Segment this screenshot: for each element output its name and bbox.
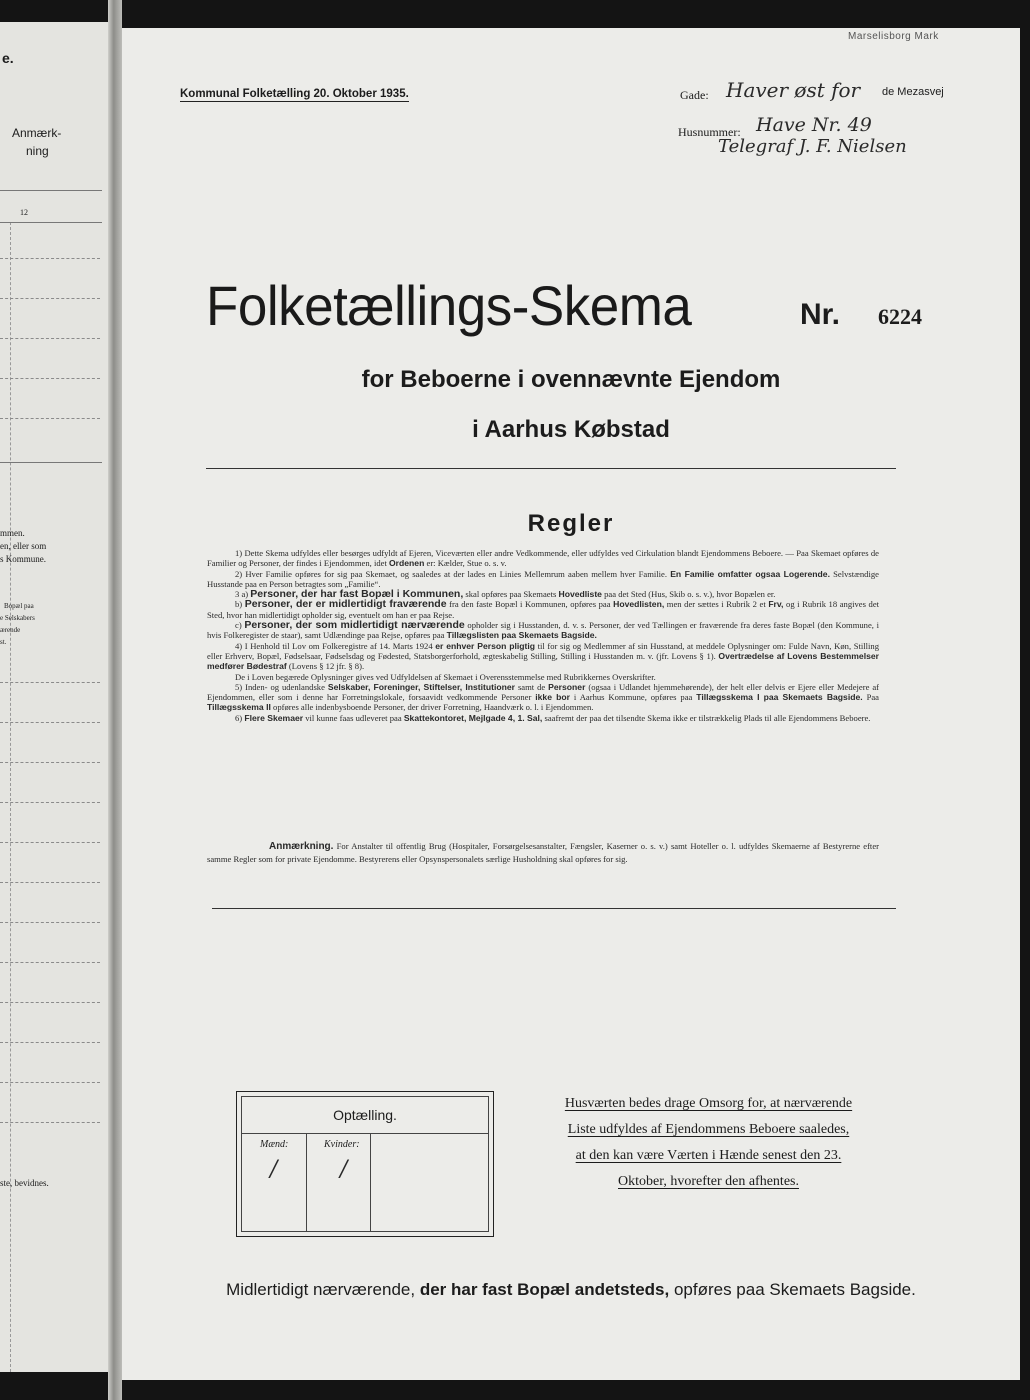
left-page-fragment: st. bbox=[0, 638, 7, 646]
corner-label: Marselisborg Mark bbox=[848, 31, 939, 42]
left-page-column-rule bbox=[10, 222, 11, 1372]
left-page-dashed-line bbox=[0, 922, 100, 923]
count-box-inner bbox=[241, 1096, 489, 1232]
footer-part-bold: der har fast Bopæl andetsteds, bbox=[419, 1280, 670, 1299]
census-form-page bbox=[122, 28, 1020, 1380]
left-page-fragment: en, eller som bbox=[0, 541, 47, 551]
left-page-dashed-line bbox=[0, 298, 100, 299]
count-box-title: Optælling. bbox=[333, 1107, 397, 1123]
women-label: Kvinder: bbox=[324, 1139, 360, 1150]
house-number-handwritten: Have Nr. 49 bbox=[756, 114, 872, 136]
rule-1: 1) Dette Skema udfyldes eller besørges udfyldt af Ejeren, Viceværten eller andre Vedkommende, eller udfyldes ved Cirkulation blandt Ejendommens Beboere. — Paa Skemaet opføres de Familier og Personer, der findes i Ejendommen, idet Ordenen er: Kælder, Stue o. s. v. bbox=[207, 548, 879, 569]
left-page-rule bbox=[0, 222, 102, 223]
left-page-fragment: ning bbox=[26, 144, 49, 158]
left-page-fragment: s Kommune. bbox=[0, 554, 46, 564]
footer-part: opføres paa Skemaets Bagside. bbox=[673, 1280, 916, 1299]
rule-3b: b) Personer, der er midlertidigt fraværende fra den faste Bopæl i Kommunen, opføres paa Hovedlisten, men der sættes i Rubrik 2 et Frv, og i Rubrik 18 angives det Sted, hvor han midlertidigt opholder sig, eventuelt om han er paa Rejse. bbox=[207, 598, 880, 620]
left-page-fragment: Bopæl paa bbox=[4, 602, 34, 610]
form-subtitle-2: i Aarhus Købstad bbox=[472, 416, 670, 443]
left-page-dashed-line bbox=[0, 258, 100, 259]
footer-part: Midlertidigt nærværende, bbox=[226, 1280, 416, 1299]
left-page-fragment: 12 bbox=[20, 208, 28, 217]
title-divider bbox=[206, 468, 896, 469]
rule-6: 6) Flere Skemaer vil kunne faas udleveret paa Skattekontoret, Mejlgade 4, 1. Sal, saafremt der paa det tilsendte Skema ikke er tilstrækkelig Plads til alle Ejendommens Beboere. bbox=[235, 712, 871, 723]
left-page-dashed-line bbox=[0, 418, 100, 419]
left-page-dashed-line bbox=[0, 842, 100, 843]
left-page-dashed-line bbox=[0, 882, 100, 883]
women-count-mark: / bbox=[340, 1157, 348, 1182]
census-header-title: Kommunal Folketælling 20. Oktober 1935. bbox=[180, 88, 409, 100]
left-page-dashed-line bbox=[0, 338, 100, 339]
left-facing-page bbox=[0, 22, 108, 1372]
left-page-dashed-line bbox=[0, 682, 100, 683]
left-page-dashed-line bbox=[0, 1082, 100, 1083]
form-subtitle-1: for Beboerne i ovennævnte Ejendom bbox=[361, 366, 781, 393]
left-page-dashed-line bbox=[0, 1122, 100, 1123]
left-page-dashed-line bbox=[0, 378, 100, 379]
notice-line: at den kan være Værten i Hænde senest den 23. bbox=[575, 1148, 842, 1163]
left-page-rule bbox=[0, 190, 102, 191]
note-text: For Anstalter til offentlig Brug (Hospitaler, Forsørgelsesanstalter, Fængsler, Kaserner o. s. v.) samt Hoteller o. l. udfyldes Skemaerne af Bestyrerne efter samme Regler som for private Ejendomme. Bestyrerens eller Opsynspersonalets særlige Husholdning skal opføres for sig. bbox=[207, 841, 880, 864]
street-handwritten: Haver øst for bbox=[726, 78, 861, 102]
footer-note bbox=[122, 1280, 1020, 1300]
form-number-label: Nr. bbox=[800, 298, 841, 331]
left-page-dashed-line bbox=[0, 802, 100, 803]
notice-line: Oktober, hvorefter den afhentes. bbox=[618, 1174, 799, 1189]
rule-4: 4) I Henhold til Lov om Folkeregistre af 14. Marts 1924 er enhver Person pligtig til for sig og Medlemmer af sin Husstand, at meddele Oplysninger om: Fulde Navn, Køn, Stilling eller Erhverv, Bopæl, Fødselsaar, Fødselsdag og Fødested, Statsborgerforhold, ægteskabelig Stilling, Stilling i Husstanden m. v. (jfr. Lovens § 1). Overtrædelse af Lovens Bestemmelser medfører Bødestraf (Lovens § 12 jfr. § 8). bbox=[207, 640, 880, 672]
left-page-fragment: ærende bbox=[0, 626, 21, 634]
left-page-dashed-line bbox=[0, 1002, 100, 1003]
count-box bbox=[236, 1091, 494, 1237]
rules-text bbox=[207, 548, 879, 723]
street-label: Gade: bbox=[680, 88, 709, 102]
left-page-dashed-line bbox=[0, 762, 100, 763]
landlord-notice bbox=[540, 1091, 877, 1195]
rule-4-cont: De i Loven begærede Oplysninger gives ved Udfyldelsen af Skemaet i Overensstemmelse med Rubrikkernes Overskrifter. bbox=[235, 671, 656, 682]
rule-3a: 3 a) Personer, der har fast Bopæl i Kommunen, skal opføres paa Skemaets Hovedliste paa det Sted (Hus, Skib o. s. v.), hvor Bopælen er. bbox=[235, 588, 776, 601]
book-gutter bbox=[108, 0, 122, 1400]
left-page-fragment: Anmærk- bbox=[12, 126, 62, 140]
count-box-column-rule bbox=[370, 1133, 371, 1231]
left-page-fragment: mmen. bbox=[0, 528, 25, 538]
rules-heading: Regler bbox=[527, 510, 615, 537]
left-page-dashed-line bbox=[0, 722, 100, 723]
men-label: Mænd: bbox=[260, 1139, 289, 1150]
notice-line: Husværten bedes drage Omsorg for, at nærværende bbox=[564, 1096, 853, 1111]
house-number-label: Husnummer: bbox=[678, 125, 741, 139]
left-page-dashed-line bbox=[0, 962, 100, 963]
note-label: Anmærkning. bbox=[269, 841, 334, 852]
left-page-fragment: e Selskabers bbox=[0, 614, 35, 622]
left-page-rule bbox=[0, 462, 102, 463]
count-box-divider bbox=[242, 1133, 488, 1134]
men-count-mark: / bbox=[270, 1157, 278, 1182]
form-number-value: 6224 bbox=[878, 304, 922, 329]
note-divider bbox=[212, 908, 896, 909]
rule-5: 5) Inden- og udenlandske Selskaber, Foreninger, Stiftelser, Institutioner samt de Personer (ogsaa i Udlandet hjemmehørende), der helt eller delvis er Ejere eller Medejere af Ejendommen, eller som i denne har Forretningslokale, forsaavidt vedkommende Personer ikke bor i Aarhus Kommune, opføres paa Tillægsskema I paa Skemaets Bagside. Paa Tillægsskema II opføres alle indenbysboende Personer, der driver Forretning, Haandværk o. l. i Ejendommen. bbox=[207, 681, 880, 713]
rule-2: 2) Hver Familie opføres for sig paa Skemaet, og saaledes at der lades en Linies Mellemrum aaben mellem hver Familie. En Familie omfatter ogsaa Logerende. Selvstændige Husstande paa en Person betragtes som „Familie“. bbox=[207, 568, 879, 589]
street-printed: de Mezasvej bbox=[882, 86, 944, 98]
form-title: Folketællings-Skema bbox=[206, 275, 692, 338]
count-box-column-rule bbox=[306, 1133, 307, 1231]
note-section bbox=[207, 840, 879, 865]
left-page-fragment: ste, bevidnes. bbox=[0, 1178, 49, 1188]
house-occupant-handwritten: Telegraf J. F. Nielsen bbox=[718, 136, 907, 157]
left-page-fragment: e. bbox=[2, 50, 14, 66]
left-page-dashed-line bbox=[0, 1042, 100, 1043]
rule-3c: c) Personer, der som midlertidigt nærværende opholder sig i Husstanden, d. v. s. Personer, der ved Tællingen er fraværende fra deres faste Bopæl (den Kommune, i hvis Folkeregister de staar), samt Udlændinge paa Rejse, opføres paa Tillægslisten paa Skemaets Bagside. bbox=[207, 619, 879, 641]
notice-line: Liste udfyldes af Ejendommens Beboere saaledes, bbox=[567, 1122, 850, 1137]
